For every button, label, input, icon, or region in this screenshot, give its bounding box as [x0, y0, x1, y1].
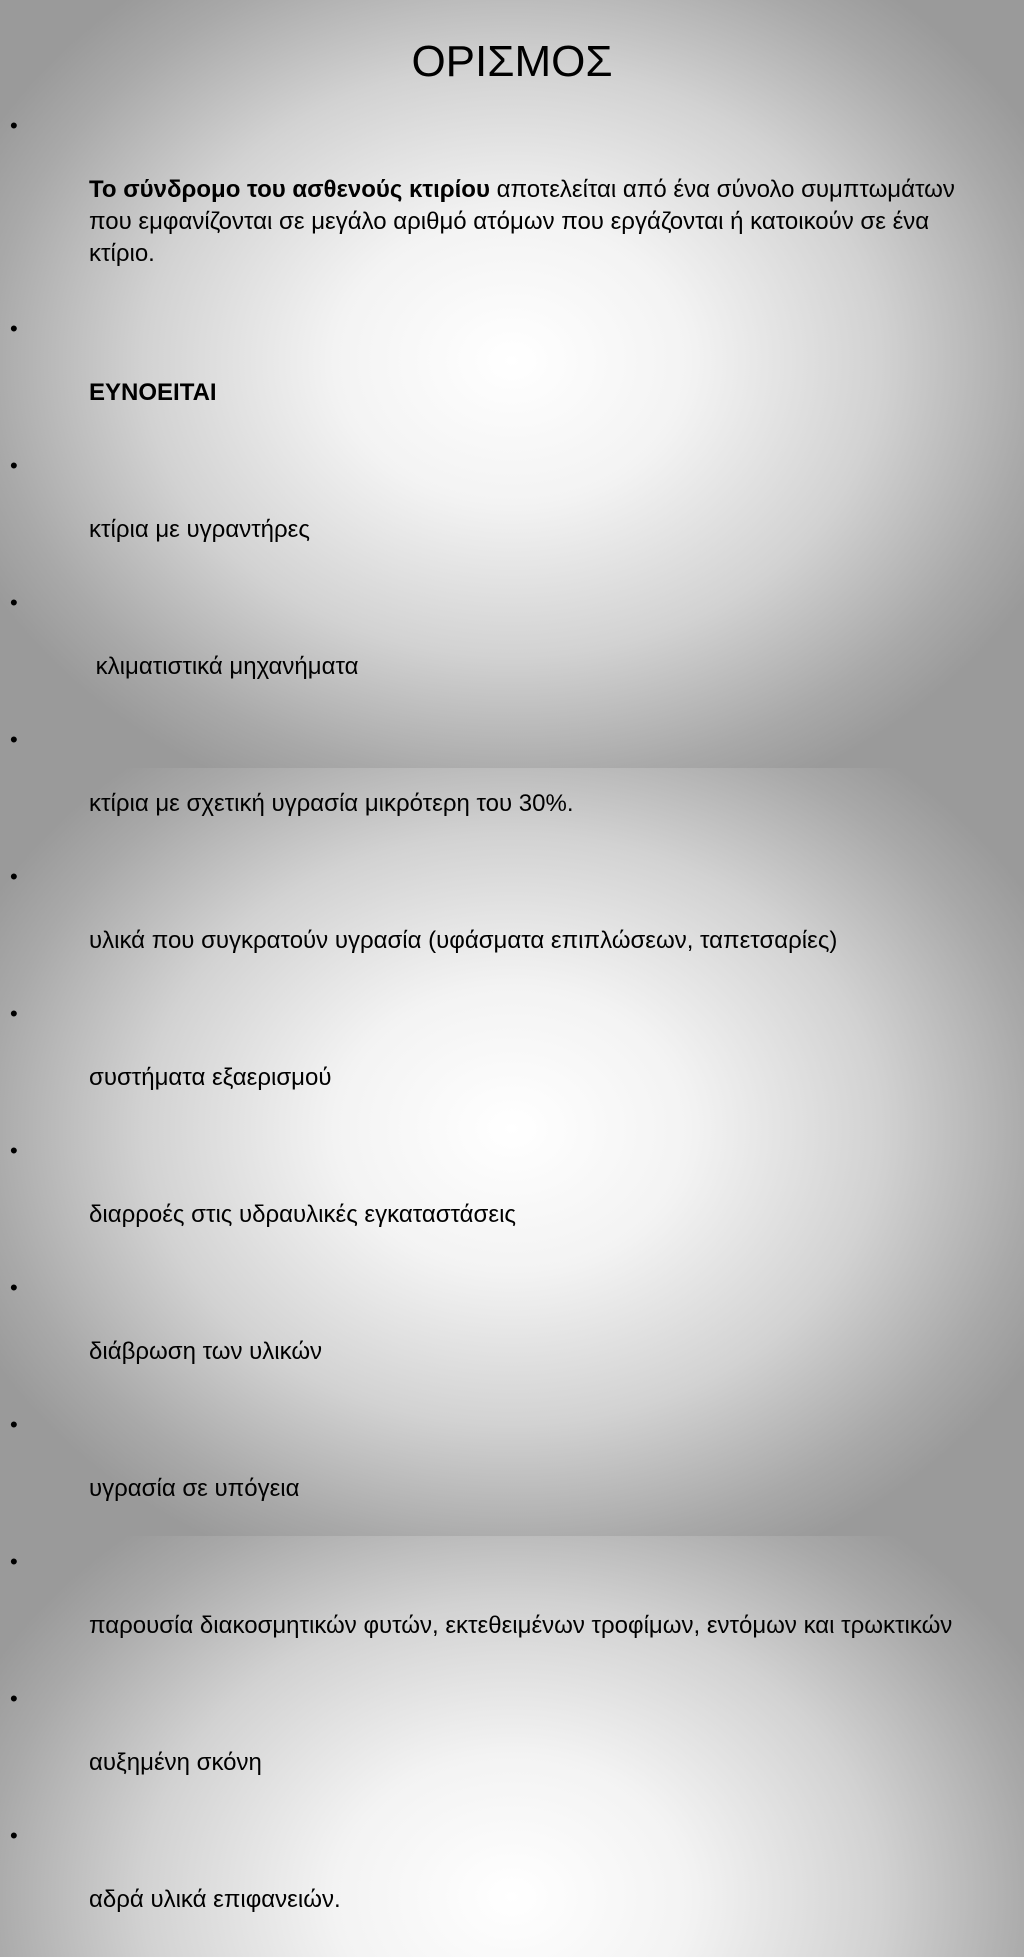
bullet-icon: •	[10, 113, 18, 138]
bullet-item	[0, 1820, 1000, 1948]
bullet-icon: •	[10, 1412, 18, 1437]
bullet-text: συστήματα εξαερισμού	[89, 1064, 332, 1091]
bullet-item	[0, 1409, 1000, 1537]
bullet-icon: •	[10, 1001, 18, 1026]
bullet-text: αυξημένη σκόνη	[89, 1749, 262, 1776]
bullet-item	[0, 724, 1000, 852]
bullet-item-definition	[0, 110, 1000, 302]
bullet-text: υγρασία σε υπόγεια	[89, 1475, 300, 1502]
bullet-icon: •	[10, 864, 18, 889]
bullet-text	[89, 174, 969, 270]
bullet-text: διαρροές στις υδραυλικές εγκαταστάσεις	[89, 1201, 516, 1228]
bullet-icon: •	[10, 1823, 18, 1848]
bullet-text: κτίρια με σχετική υγρασία μικρότερη του 30%.	[89, 790, 574, 817]
bullet-list	[0, 110, 1000, 1957]
bullet-item	[0, 450, 1000, 578]
bullet-text: αδρά υλικά επιφανειών.	[89, 1886, 341, 1913]
bullet-item	[0, 998, 1000, 1126]
bullet-icon: •	[10, 1138, 18, 1163]
bullet-item	[0, 1683, 1000, 1811]
bullet-item	[0, 587, 1000, 715]
bullet-item	[0, 1135, 1000, 1263]
bullet-item	[0, 1546, 1000, 1674]
bullet-icon: •	[10, 590, 18, 615]
bullet-item-heading	[0, 313, 1000, 441]
bullet-icon: •	[10, 1275, 18, 1300]
bullet-text: διάβρωση των υλικών	[89, 1338, 323, 1365]
bullet-plain-text: αποτελείται από ένα σύνολο συμπτωμάτων που εμφανίζονται σε μεγάλο αριθμό ατόμων που εργάζονται ή κατοικούν σε ένα κτίριο.	[89, 176, 962, 267]
bullet-text: κλιματιστικά μηχανήματα	[89, 653, 359, 680]
slide-title: ΟΡΙΣΜΟΣ	[411, 37, 613, 86]
bullet-icon: •	[10, 727, 18, 752]
bullet-icon: •	[10, 316, 18, 341]
bullet-text: κτίρια με υγραντήρες	[89, 516, 310, 543]
bullet-text: παρουσία διακοσμητικών φυτών, εκτεθειμένων τροφίμων, εντόμων και τρωκτικών	[89, 1612, 953, 1639]
bullet-icon: •	[10, 1549, 18, 1574]
bullet-bold-text: ΕΥΝΟΕΙΤΑΙ	[89, 379, 217, 406]
bullet-item	[0, 861, 1000, 989]
bullet-text: υλικά που συγκρατούν υγρασία (υφάσματα επιπλώσεων, ταπετσαρίες)	[89, 927, 838, 954]
bullet-bold-text: Το σύνδρομο του ασθενούς κτιρίου	[89, 176, 490, 203]
bullet-icon: •	[10, 453, 18, 478]
bullet-icon: •	[10, 1686, 18, 1711]
bullet-item	[0, 1272, 1000, 1400]
